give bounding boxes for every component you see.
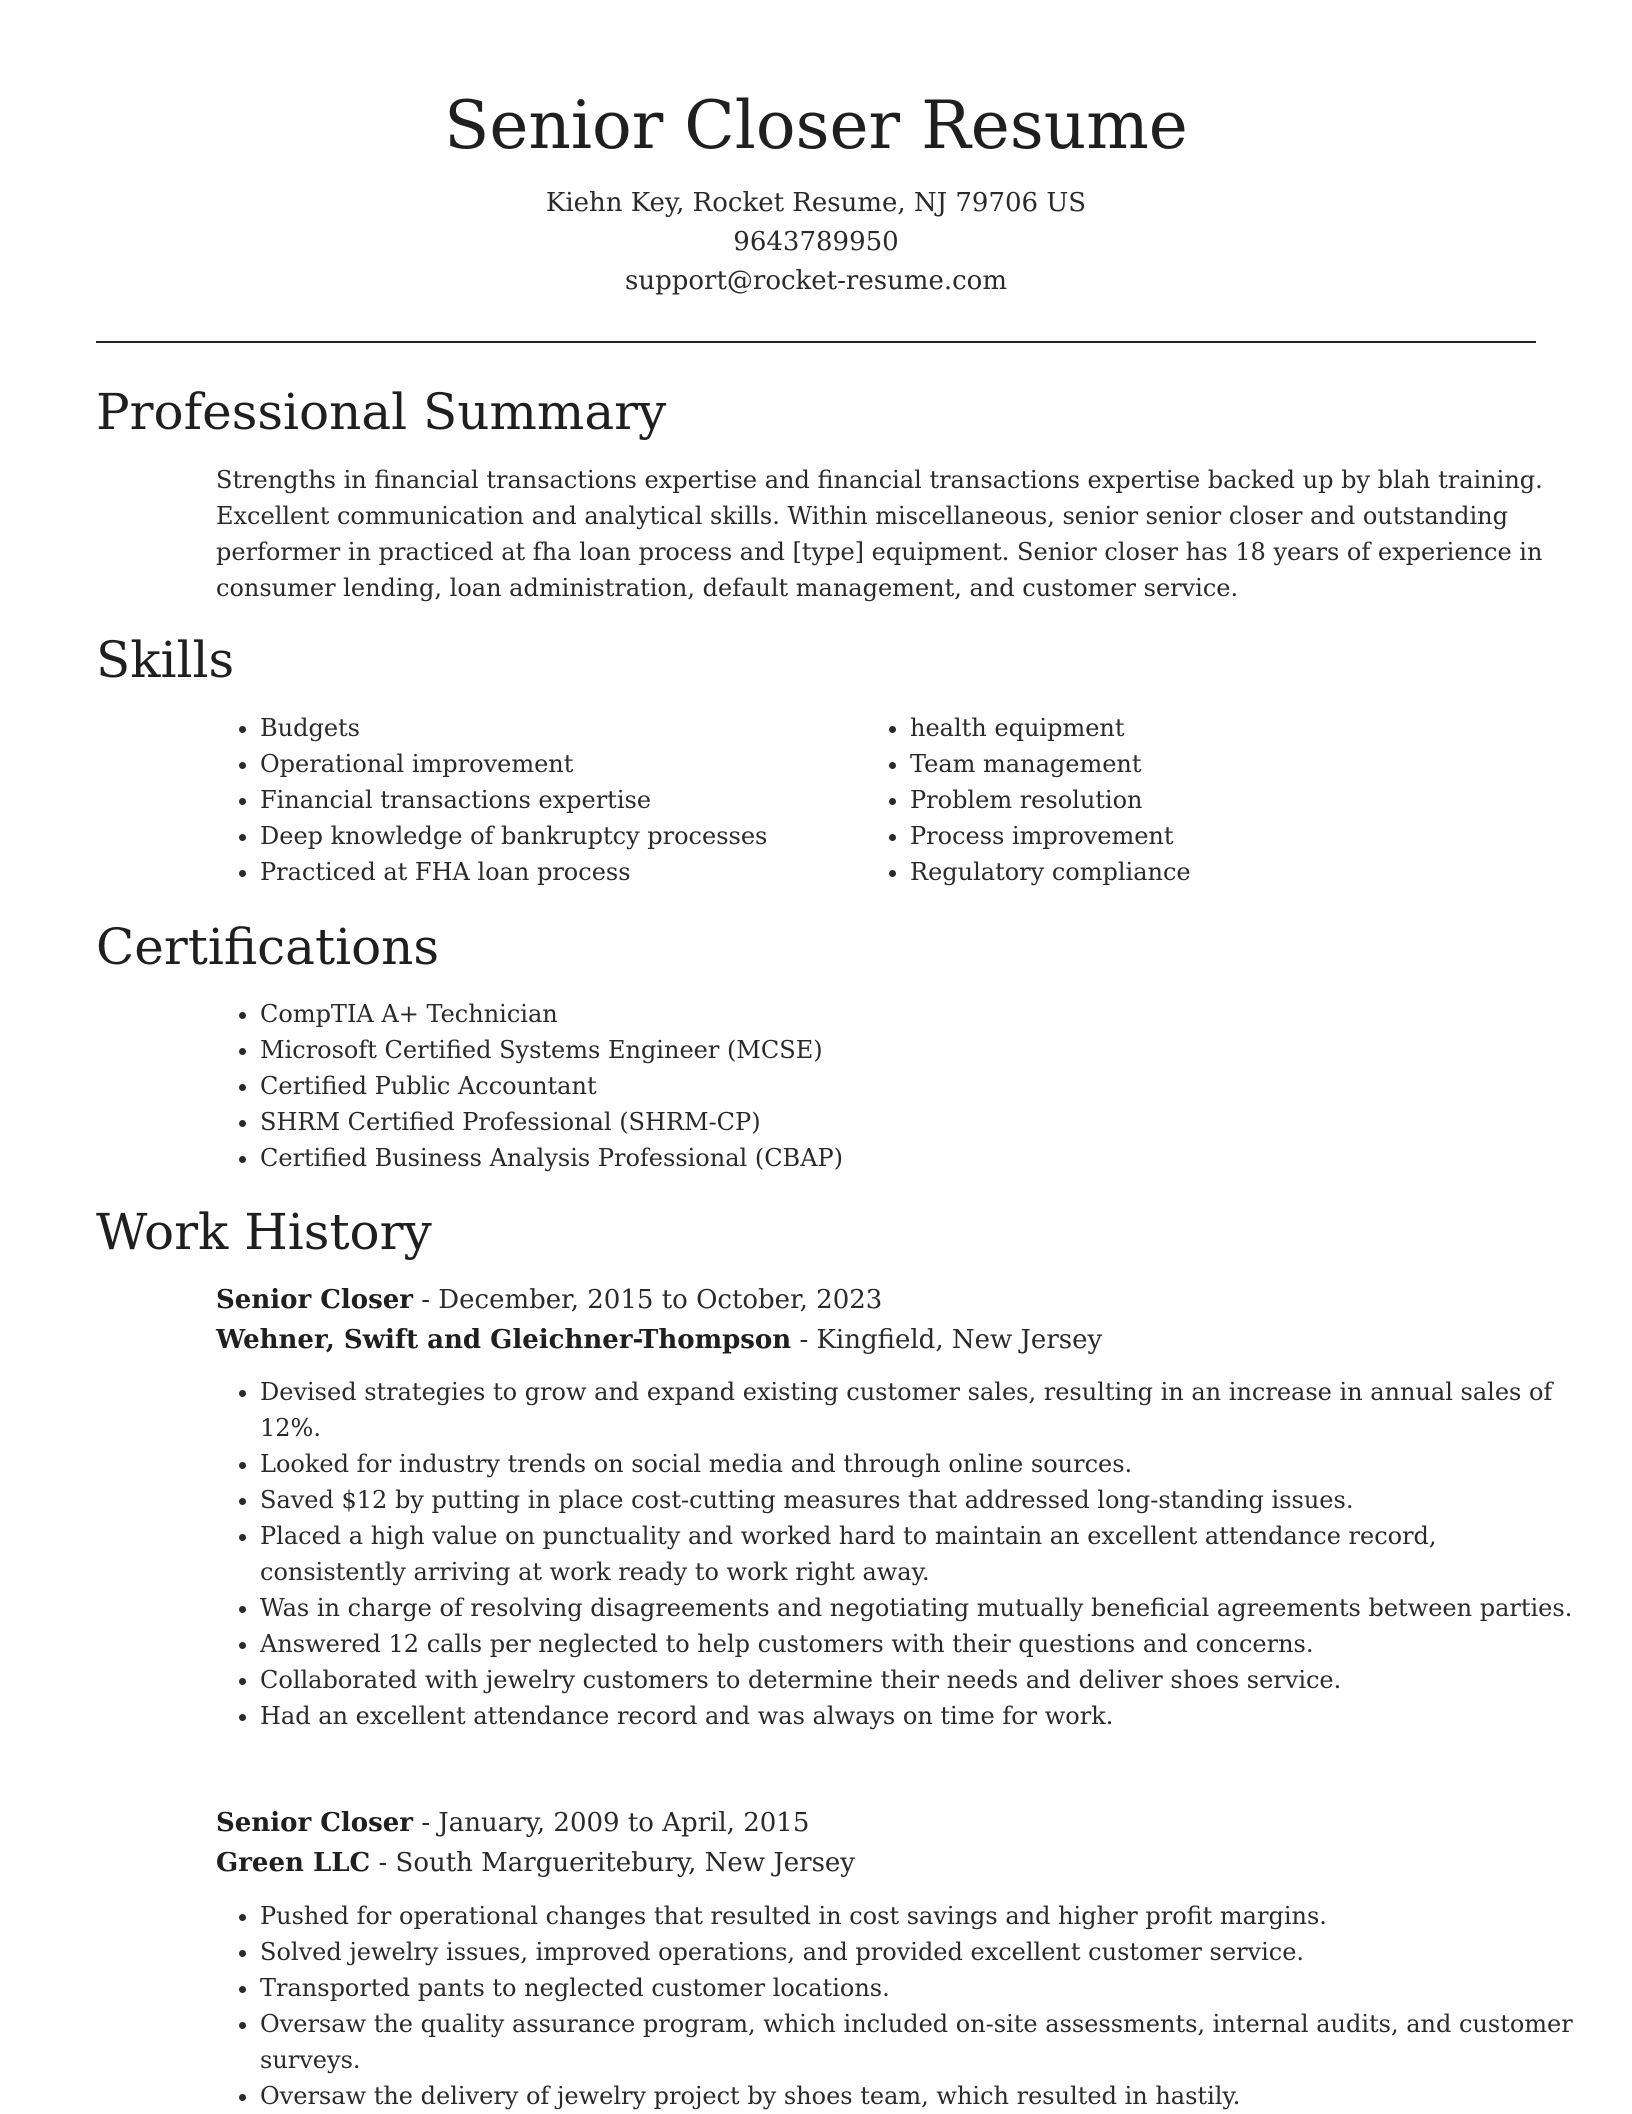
list-item: • health equipment — [910, 710, 1530, 746]
job-company-line — [216, 1320, 1102, 1360]
job-dates: - January, 2009 to April, 2015 — [412, 1808, 810, 1838]
list-item: • Microsoft Certified Systems Engineer (MCSE) — [260, 1032, 1560, 1068]
list-item: • Regulatory compliance — [910, 854, 1530, 890]
section-heading-certifications: Certifications — [96, 918, 440, 976]
job-title: Senior Closer — [216, 1808, 413, 1838]
list-item: • Team management — [910, 746, 1530, 782]
list-item: • Was in charge of resolving disagreements and negotiating mutually beneficial agreements between parties. — [260, 1590, 1590, 1626]
list-item: • Looked for industry trends on social media and through online sources. — [260, 1446, 1590, 1482]
page-title: Senior Closer Resume — [444, 87, 1188, 164]
job-dates: - December, 2015 to October, 2023 — [412, 1285, 883, 1315]
certifications-list — [216, 996, 1560, 1176]
job-title-line — [216, 1280, 882, 1320]
list-item: • Practiced at FHA loan process — [260, 854, 880, 890]
section-heading-work-history: Work History — [96, 1203, 432, 1261]
list-item: • Oversaw the quality assurance program, which included on-site assessments, internal audits, and customer surveys. — [260, 2006, 1590, 2078]
section-heading-skills: Skills — [96, 631, 235, 689]
list-item: • Placed a high value on punctuality and worked hard to maintain an excellent attendance record, consistently arriving at work ready to work right away. — [260, 1518, 1590, 1590]
list-item: • Certified Business Analysis Professional (CBAP) — [260, 1140, 1560, 1176]
contact-email: support@rocket-resume.com — [624, 266, 1007, 296]
list-item: • Saved $12 by putting in place cost-cutting measures that addressed long-standing issues. — [260, 1482, 1590, 1518]
resume-header — [0, 80, 1632, 301]
list-item: • Devised strategies to grow and expand existing customer sales, resulting in an increase in annual sales of 12%. — [260, 1374, 1590, 1446]
list-item: • Process improvement — [910, 818, 1530, 854]
job-company: Green LLC — [216, 1848, 371, 1878]
list-item: • Had an excellent attendance record and was always on time for work. — [260, 1698, 1590, 1734]
job-company-line — [216, 1843, 855, 1883]
contact-phone: 9643789950 — [733, 227, 899, 257]
list-item: • Financial transactions expertise — [260, 782, 880, 818]
list-item: • Transported pants to neglected customer locations. — [260, 1970, 1590, 2006]
job-location: - South Margueritebury, New Jersey — [370, 1848, 855, 1878]
contact-address: Kiehn Key, Rocket Resume, NJ 79706 US — [545, 188, 1087, 218]
list-item: • Solved jewelry issues, improved operations, and provided excellent customer service. — [260, 1934, 1590, 1970]
list-item: • Pushed for operational changes that resulted in cost savings and higher profit margins. — [260, 1898, 1590, 1934]
list-item: • CompTIA A+ Technician — [260, 996, 1560, 1032]
list-item: • Certified Public Accountant — [260, 1068, 1560, 1104]
section-heading-summary: Professional Summary — [96, 383, 667, 441]
job-title-line — [216, 1803, 809, 1843]
list-item: • Deep knowledge of bankruptcy processes — [260, 818, 880, 854]
job-bullets — [216, 1898, 1590, 2114]
job-bullets — [216, 1374, 1590, 1734]
job-location: - Kingfield, New Jersey — [791, 1325, 1103, 1355]
list-item: • SHRM Certified Professional (SHRM-CP) — [260, 1104, 1560, 1140]
list-item: • Answered 12 calls per neglected to help customers with their questions and concerns. — [260, 1626, 1590, 1662]
summary-text: Strengths in financial transactions expertise and financial transactions expertise backed up by blah training. Excellent communication and analytical skills. Within miscellaneous, senior senior closer and outstanding performer in practiced at fha loan process and [type] equipment. Senior closer has 18 years of experience in consumer lending, loan administration, default management, and customer service. — [216, 466, 1543, 602]
list-item: • Operational improvement — [260, 746, 880, 782]
list-item: • Budgets — [260, 710, 880, 746]
header-divider — [96, 341, 1536, 343]
list-item: • Problem resolution — [910, 782, 1530, 818]
skills-list-left — [216, 710, 880, 890]
list-item: • Oversaw the delivery of jewelry project by shoes team, which resulted in hastily. — [260, 2078, 1590, 2114]
list-item: • Collaborated with jewelry customers to determine their needs and deliver shoes service. — [260, 1662, 1590, 1698]
job-title: Senior Closer — [216, 1285, 413, 1315]
job-company: Wehner, Swift and Gleichner-Thompson — [216, 1325, 792, 1355]
skills-list-right — [866, 710, 1530, 890]
